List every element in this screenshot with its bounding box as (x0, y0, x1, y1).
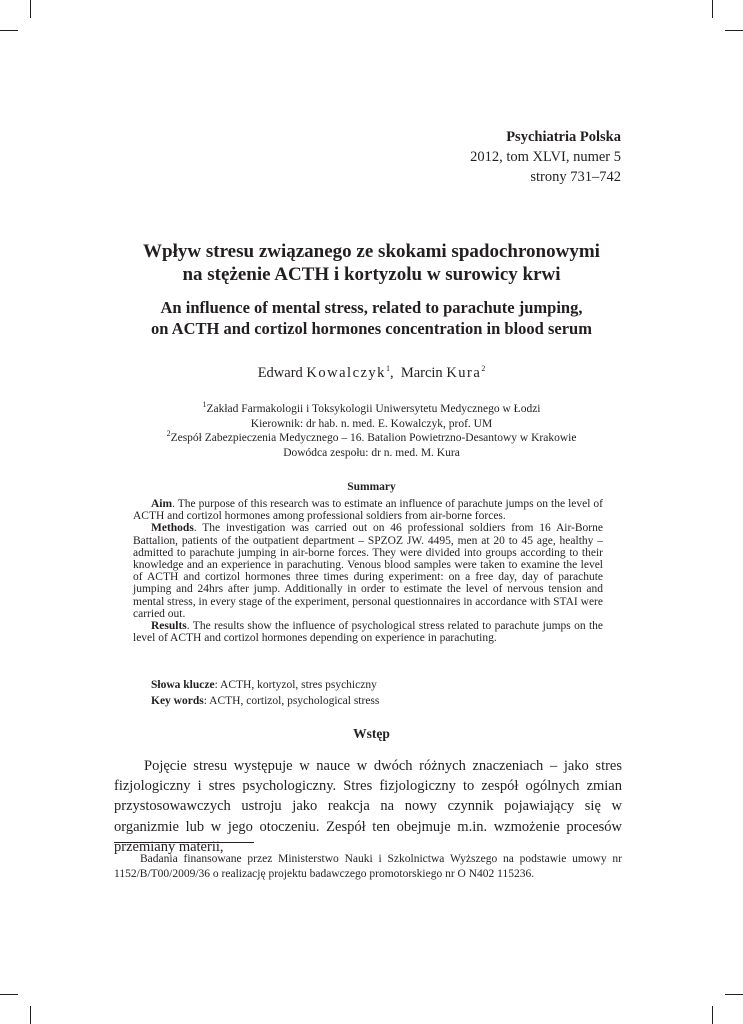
title-polish (0, 240, 743, 286)
summary-heading: Summary (347, 481, 396, 493)
author-2-last: Kura (446, 365, 482, 381)
abstract-results (133, 620, 603, 644)
results-label: Results (151, 620, 187, 633)
author-1-mark: 1 (385, 364, 390, 374)
keywords-polish (151, 677, 379, 693)
abstract-methods (133, 522, 603, 620)
methods-label: Methods (151, 522, 194, 535)
author-2-mark: 2 (481, 364, 486, 374)
affiliations (0, 402, 743, 460)
authors (0, 365, 743, 382)
keywords-polish-text: : ACTH, kortyzol, stres psychiczny (214, 679, 377, 691)
journal-info (470, 127, 621, 187)
keywords-polish-label: Słowa klucze (151, 679, 215, 691)
author-1-last: Kowalczyk (306, 365, 386, 381)
crop-mark-bottom-left-horizontal (0, 994, 18, 995)
affiliation-1-text: Zakład Farmakologii i Toksykologii Uniwersytetu Medycznego w Łodzi (206, 403, 541, 415)
section-heading: Wstęp (353, 726, 390, 741)
abstract-aim (133, 498, 603, 522)
keywords (151, 677, 379, 709)
footnote-rule (114, 842, 254, 843)
affiliation-1 (0, 402, 743, 417)
body-paragraph: Pojęcie stresu występuje w nauce w dwóch różnych znaczeniach – jako stres fizjologiczny i stres psychologiczny. Stres fizjologiczny to zespół ogólnych zmian przystosowawczych ustroju jako reakcja na nowy czynnik pojawiający się w organizmie lub w jego otoczeniu. Zespół ten obejmuje m.in. wzmożenie procesów przemiany materii, (114, 758, 622, 855)
author-separator: , (389, 365, 394, 381)
author-2-first: Marcin (400, 365, 443, 381)
footnote-text: Badania finansowane przez Ministerstwo Nauki i Szkolnictwa Wyższego na podstawie umowy nr 1152/B/T00/2009/36 o realizację projektu badawczego promotorskiego nr O N402 115236. (114, 853, 622, 880)
title-polish-line2: na stężenie ACTH i kortyzolu w surowicy krwi (182, 264, 561, 285)
affiliation-2-mark: 2 (166, 429, 171, 439)
keywords-english-text: : ACTH, cortizol, psychological stress (203, 695, 380, 707)
author-1-first: Edward (257, 365, 303, 381)
journal-name: Psychiatria Polska (506, 129, 621, 145)
title-english-line1: An influence of mental stress, related to parachute jumping, (160, 298, 583, 317)
title-english (0, 297, 743, 339)
affiliation-1-head: Kierownik: dr hab. n. med. E. Kowalczyk, prof. UM (250, 417, 493, 430)
crop-mark-bottom-right-vertical (712, 1006, 713, 1024)
crop-mark-top-right-vertical (712, 0, 713, 18)
keywords-english-label: Key words (151, 695, 204, 707)
results-text: . The results show the influence of psychological stress related to parachute jumps on the level of ACTH and cortizol hormones depending on experience in parachuting. (133, 620, 603, 645)
keywords-english (151, 693, 379, 709)
crop-mark-bottom-left-vertical (30, 1006, 31, 1024)
footnote (114, 852, 622, 882)
affiliation-2-text: Zespół Zabezpieczenia Medycznego – 16. Batalion Powietrzno-Desantowy w Krakowie (170, 432, 577, 444)
methods-text: . The investigation was carried out on 46 professional soldiers from 16 Air-Borne Battalion, patients of the outpatient department – SPZOZ JW. 4495, men at 20 to 45 age, healthy – admitted to parachute jumping in air-borne forces. They were divided into groups according to their knowledge and an experience in parachuting. Venous blood samples were taken to examine the level of ACTH and cortizol hormones three times during experiment: on a free day, day of parachute jumping and 24hrs after jump. Additionally in order to estimate the level of nervous tension and mental stress, in every stage of the experiment, personal questionnaires in accordance with STAI were carried out. (133, 522, 603, 620)
affiliation-1-mark: 1 (202, 400, 207, 410)
crop-mark-top-right-horizontal (725, 30, 743, 31)
crop-mark-top-left-horizontal (0, 30, 18, 31)
journal-volume: 2012, tom XLVI, numer 5 (470, 149, 621, 165)
affiliation-2-head: Dowódca zespołu: dr n. med. M. Kura (283, 446, 460, 459)
abstract (133, 498, 603, 644)
title-polish-line1: Wpływ stresu związanego ze skokami spadochronowymi (143, 241, 600, 262)
journal-pages: strony 731–742 (530, 169, 621, 185)
aim-label: Aim (151, 498, 173, 510)
affiliation-2 (0, 431, 743, 446)
aim-text: . The purpose of this research was to estimate an influence of parachute jumps on the level of ACTH and cortizol hormones among professional soldiers from air-borne forces. (133, 498, 603, 523)
crop-mark-bottom-right-horizontal (725, 994, 743, 995)
crop-mark-top-left-vertical (30, 0, 31, 18)
title-english-line2: on ACTH and cortizol hormones concentration in blood serum (151, 319, 592, 338)
